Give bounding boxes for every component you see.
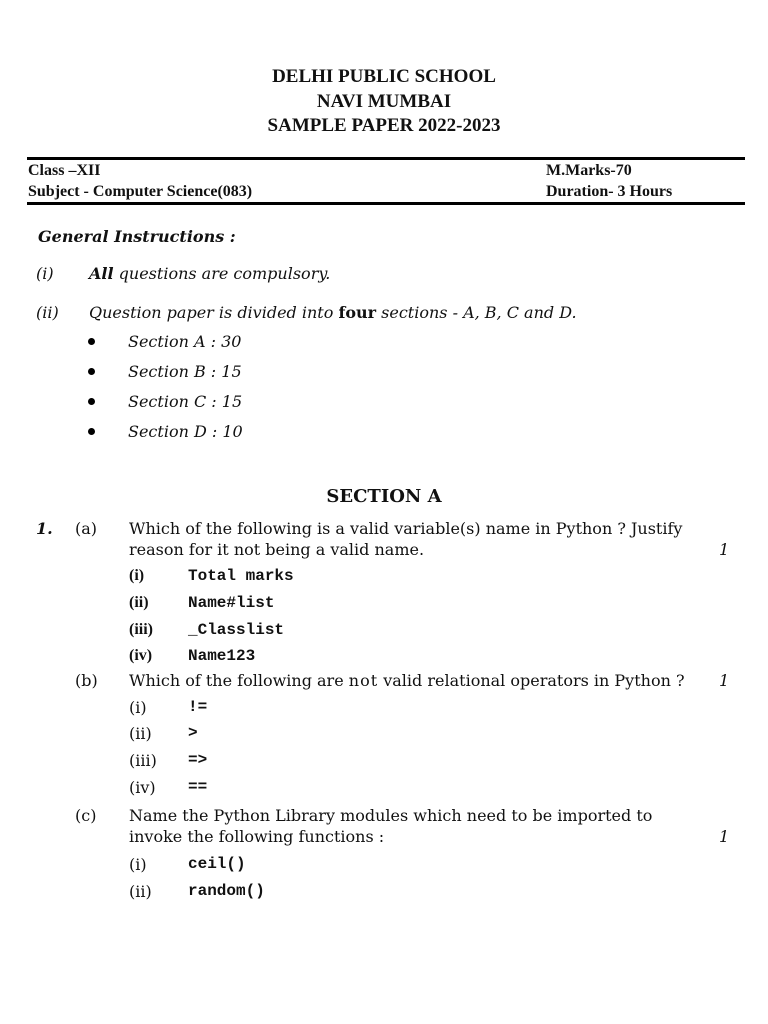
bullet-icon — [88, 398, 95, 405]
school-name: DELHI PUBLIC SCHOOL — [272, 66, 496, 87]
question-text: invoke the following functions : — [129, 827, 385, 846]
header-top-rule — [27, 157, 745, 160]
section-marks-item: Section D : 10 — [128, 422, 243, 441]
header-bottom-rule — [27, 202, 745, 205]
option-num: (iii) — [129, 621, 153, 638]
option-code: > — [188, 724, 198, 742]
option-num: (iv) — [129, 647, 153, 664]
instructions-heading: General Instructions : — [38, 227, 236, 246]
subquestion-label: (c) — [75, 806, 97, 825]
instruction-num: (i) — [36, 264, 54, 283]
option-num: (iii) — [129, 751, 157, 770]
bullet-icon — [88, 428, 95, 435]
section-marks-item: Section C : 15 — [128, 392, 243, 411]
instruction-num: (ii) — [36, 303, 59, 322]
option-code: == — [188, 778, 208, 796]
bullet-icon — [88, 368, 95, 375]
question-text: Which of the following is a valid variable(s) name in Python ? Justify — [129, 519, 683, 538]
option-code: Name#list — [188, 594, 275, 612]
option-num: (iv) — [129, 778, 156, 797]
section-marks-item: Section B : 15 — [128, 362, 242, 381]
question-text — [129, 671, 685, 690]
section-title: SECTION A — [326, 486, 442, 507]
option-code: _Classlist — [188, 621, 285, 639]
question-marks: 1 — [719, 540, 730, 559]
option-num: (i) — [129, 855, 147, 874]
subject-label: Subject - Computer Science(083) — [28, 183, 253, 200]
option-num: (ii) — [129, 724, 152, 743]
question-text-post: valid relational operators in Python ? — [378, 671, 685, 690]
question-marks: 1 — [719, 671, 730, 690]
school-city: NAVI MUMBAI — [316, 91, 452, 112]
paper-title: SAMPLE PAPER 2022-2023 — [267, 115, 501, 136]
class-label: Class –XII — [28, 162, 101, 179]
subquestion-label: (a) — [75, 519, 98, 538]
question-text-pre: Which of the following are — [129, 671, 349, 690]
option-code: ceil() — [188, 855, 246, 873]
instruction-text — [89, 303, 577, 322]
subquestion-label: (b) — [75, 671, 98, 690]
max-marks: M.Marks-70 — [546, 162, 632, 179]
instruction-text — [89, 264, 330, 283]
question-text: Name the Python Library modules which need to be imported to — [129, 806, 653, 825]
option-code: != — [188, 698, 208, 716]
option-code: => — [188, 751, 208, 769]
section-marks-item: Section A : 30 — [128, 332, 242, 351]
option-code: random() — [188, 882, 265, 900]
option-code: Total marks — [188, 567, 294, 585]
instruction-rest: sections - A, B, C and D. — [376, 303, 577, 322]
question-text: reason for it not being a valid name. — [129, 540, 425, 559]
instruction-rest: questions are compulsory. — [113, 264, 331, 283]
instruction-bold: four — [338, 303, 377, 322]
option-num: (i) — [129, 698, 147, 717]
option-num: (i) — [129, 567, 145, 584]
question-marks: 1 — [719, 827, 730, 846]
bullet-icon — [88, 338, 95, 345]
question-number: 1. — [36, 519, 53, 538]
option-num: (ii) — [129, 594, 149, 611]
option-code: Name123 — [188, 647, 256, 665]
question-text-not: not — [348, 671, 379, 690]
instruction-bold: All — [89, 264, 114, 283]
option-num: (ii) — [129, 882, 152, 901]
instruction-pre: Question paper is divided into — [89, 303, 339, 322]
duration: Duration- 3 Hours — [546, 183, 673, 200]
